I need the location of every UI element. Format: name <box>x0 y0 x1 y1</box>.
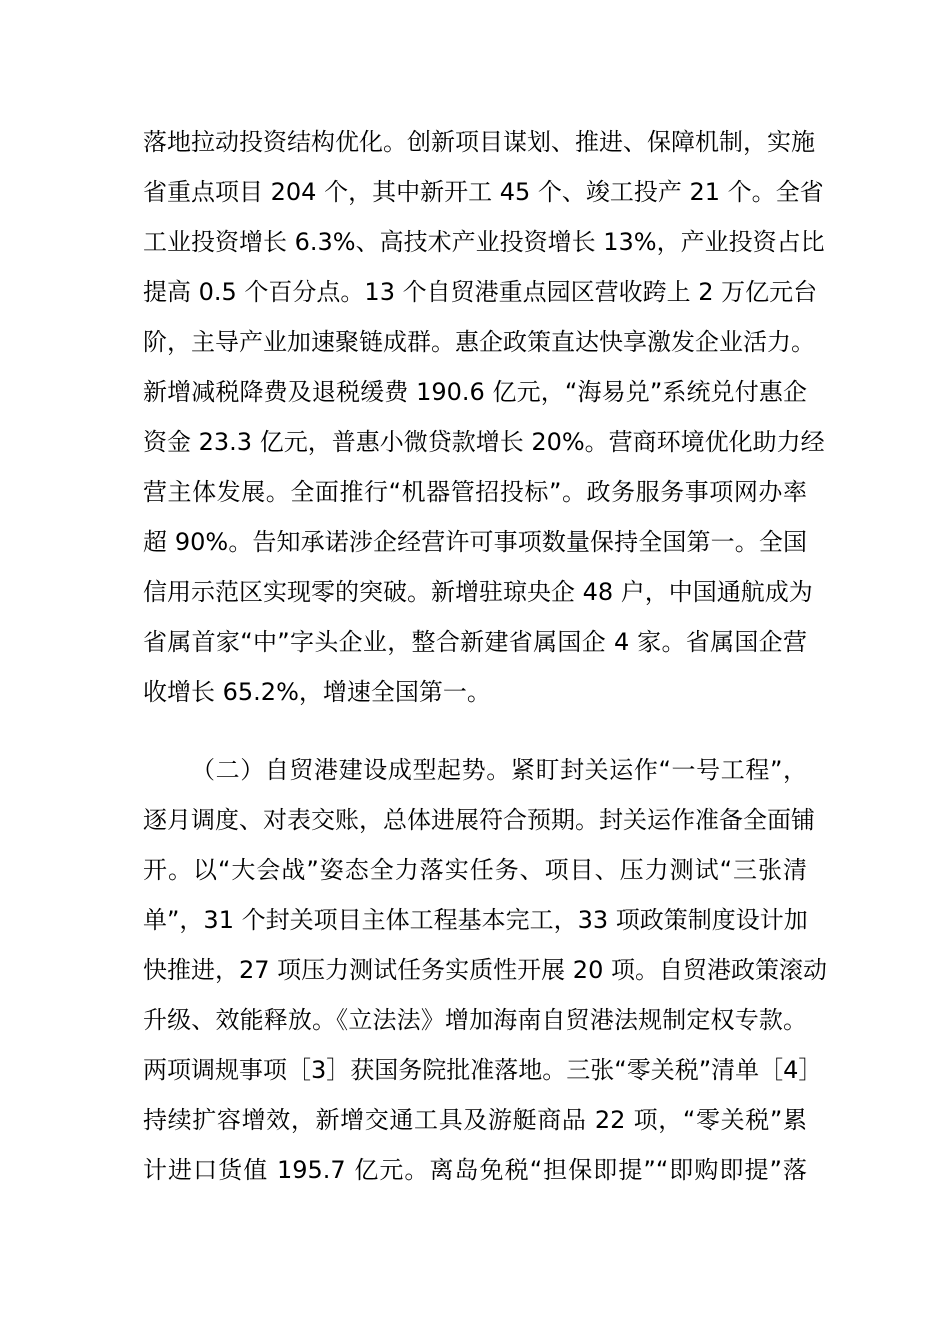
text-line: 信用示范区实现零的突破。新增驻琼央企 48 户，中国通航成为 <box>143 578 813 606</box>
text-line: 省属首家“中”字头企业，整合新建省属国企 4 家。省属国企营 <box>143 628 807 656</box>
text-line: 工业投资增长 6.3%、高技术产业投资增长 13%，产业投资占比 <box>143 228 825 256</box>
text-line: 资金 23.3 亿元，普惠小微贷款增长 20%。营商环境优化助力经 <box>143 428 825 456</box>
text-line: 营主体发展。全面推行“机器管招投标”。政务服务事项网办率 <box>143 478 807 506</box>
text-line: 两项调规事项［3］获国务院批准落地。三张“零关税”清单［4］ <box>143 1056 823 1084</box>
text-line: 提高 0.5 个百分点。13 个自贸港重点园区营收跨上 2 万亿元台 <box>143 278 818 306</box>
text-line: 持续扩容增效，新增交通工具及游艇商品 22 项，“零关税”累 <box>143 1106 807 1134</box>
text-line: 计进口货值 195.7 亿元。离岛免税“担保即提”“即购即提”落 <box>143 1156 807 1184</box>
text-line: 收增长 65.2%，增速全国第一。 <box>143 678 491 706</box>
text-line: （二）自贸港建设成型起势。紧盯封关运作“一号工程”， <box>191 756 807 784</box>
text-line: 省重点项目 204 个，其中新开工 45 个、竣工投产 21 个。全省 <box>143 178 824 206</box>
text-line: 新增减税降费及退税缓费 190.6 亿元，“海易兑”系统兑付惠企 <box>143 378 807 406</box>
text-line: 快推进，27 项压力测试任务实质性开展 20 项。自贸港政策滚动 <box>143 956 827 984</box>
text-line: 开。以“大会战”姿态全力落实任务、项目、压力测试“三张清 <box>143 856 807 884</box>
text-line: 单”，31 个封关项目主体工程基本完工，33 项政策制度设计加 <box>143 906 808 934</box>
text-line: 逐月调度、对表交账，总体进展符合预期。封关运作准备全面铺 <box>143 806 815 834</box>
text-line: 阶，主导产业加速聚链成群。惠企政策直达快享激发企业活力。 <box>143 328 815 356</box>
text-line: 落地拉动投资结构优化。创新项目谋划、推进、保障机制，实施 <box>143 128 815 156</box>
text-line: 升级、效能释放。《立法法》增加海南自贸港法规制定权专款。 <box>143 1006 807 1034</box>
text-line: 超 90%。告知承诺涉企经营许可事项数量保持全国第一。全国 <box>143 528 807 556</box>
